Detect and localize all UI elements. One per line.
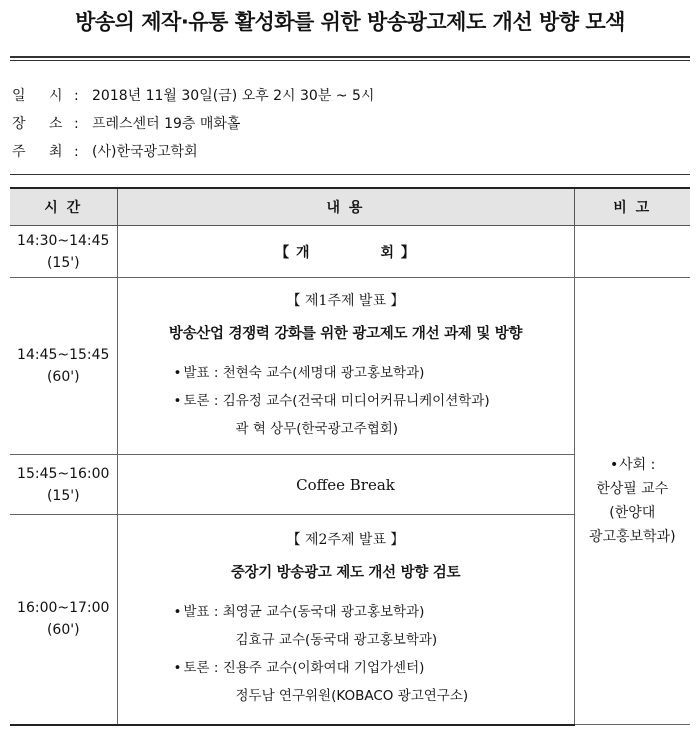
info-place-colon: : (74, 116, 79, 132)
info-place-value: 프레스센터 19층 매화홀 (92, 116, 241, 132)
opening-left: 【 개 (275, 244, 311, 261)
time-cell (10, 455, 117, 515)
header-remark: 비 고 (574, 188, 690, 226)
coffee-break-cell: Coffee Break (117, 455, 574, 515)
info-host-colon: : (74, 144, 79, 160)
time-range: 14:30~14:45 (17, 232, 110, 249)
moderator-name: 한상필 교수 (596, 481, 669, 497)
info-date-label-1: 일 (12, 88, 26, 104)
time-range: 14:45~15:45 (17, 347, 110, 363)
schedule-table (10, 187, 690, 726)
time-duration: (60') (46, 369, 80, 385)
session-2-cell (117, 515, 574, 725)
time-cell (10, 226, 117, 278)
time-cell (10, 515, 117, 725)
bullet-icon: • (173, 603, 182, 620)
moderator-affiliation-2: 광고홍보학과) (588, 529, 676, 545)
theme-2-title: 중장기 방송광고 제도 개선 방향 검토 (230, 564, 461, 581)
bullet-icon: • (173, 392, 182, 409)
session-2-presenter: • 발표 : 최영균 교수(동국대 광고홍보학과) (174, 598, 574, 626)
info-divider (10, 174, 690, 175)
table-row (10, 278, 690, 455)
header-content: 내 용 (117, 188, 574, 226)
remark-cell (574, 278, 690, 725)
info-date (12, 86, 692, 106)
moderator-affiliation-1: (한양대 (609, 505, 656, 521)
opening-cell (117, 226, 574, 278)
session-2-presenter-2: 김효규 교수(동국대 광고홍보학과) (235, 631, 438, 648)
info-host-label-2: 최 (49, 144, 63, 160)
info-place-label-2: 소 (49, 116, 63, 132)
time-range: 15:45~16:00 (17, 465, 110, 482)
session-2-discussant: • 토론 : 진용주 교수(이화여대 기업가센터) (174, 654, 574, 682)
time-duration: (15') (46, 487, 80, 504)
bullet-icon: • (610, 457, 619, 473)
table-header-row (10, 188, 690, 226)
time-duration: (15') (46, 254, 80, 271)
session-1-cell (117, 278, 574, 455)
info-date-label-2: 시 (49, 88, 63, 104)
session-1-discussant-2: 곽 혁 상무(한국광고주협회) (235, 420, 399, 437)
info-host-value: (사)한국광고학회 (92, 144, 198, 160)
remark-empty-cell (574, 226, 690, 278)
top-divider (10, 56, 690, 61)
info-date-colon: : (74, 88, 79, 104)
moderator-label: •사회 : (575, 453, 691, 477)
info-date-value: 2018년 11월 30일(금) 오후 2시 30분 ~ 5시 (92, 88, 375, 104)
theme-1-title: 방송산업 경쟁력 강화를 위한 광고제도 개선 과제 및 방향 (168, 325, 523, 342)
info-host (12, 142, 692, 162)
info-place-label-1: 장 (12, 116, 26, 132)
session-1-discussant: • 토론 : 김유정 교수(건국대 미디어커뮤니케이션학과) (174, 387, 574, 415)
page-title: 방송의 제작·유통 활성화를 위한 방송광고제도 개선 방향 모색 (75, 10, 625, 34)
opening-right: 회 】 (380, 244, 416, 261)
table-row (10, 226, 690, 278)
session-1-presenter: • 발표 : 천현숙 교수(세명대 광고홍보학과) (174, 359, 574, 387)
session-2-discussant-2: 정두남 연구위원(KOBACO 광고연구소) (235, 687, 469, 704)
time-range: 16:00~17:00 (17, 600, 110, 617)
info-host-label-1: 주 (12, 144, 26, 160)
bullet-icon: • (173, 659, 182, 676)
theme-2-heading: 【 제2주제 발표 】 (286, 531, 405, 548)
bullet-icon: • (173, 364, 182, 381)
info-place (12, 114, 692, 134)
theme-1-heading: 【 제1주제 발표 】 (286, 292, 405, 309)
time-cell (10, 278, 117, 455)
time-duration: (60') (46, 622, 80, 639)
header-time: 시 간 (10, 188, 117, 226)
